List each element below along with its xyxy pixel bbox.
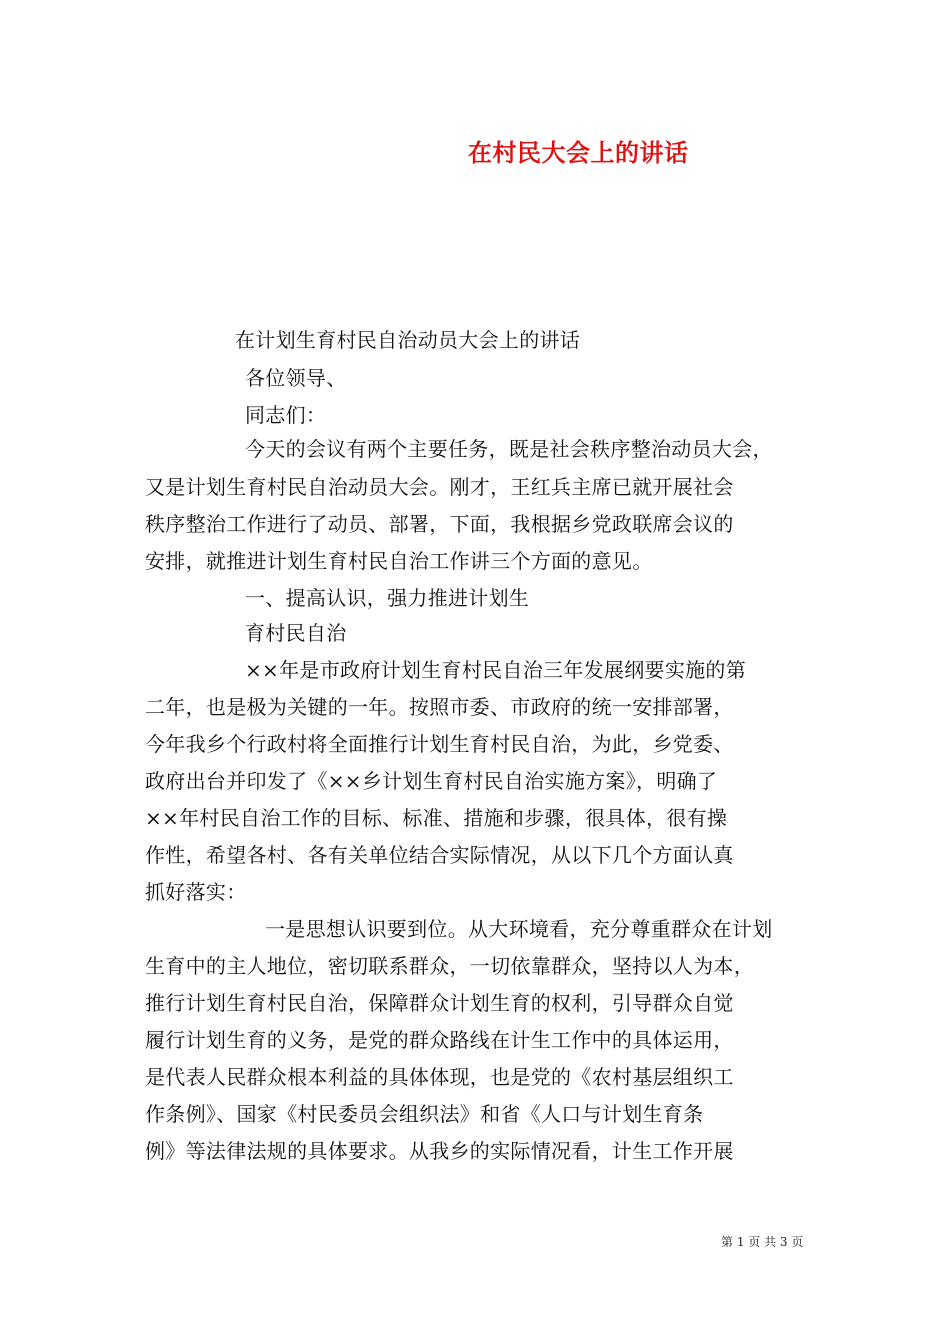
body-line: 抓好落实： bbox=[145, 880, 247, 904]
body-line: 二年，也是极为关键的一年。按照市委、市政府的统一安排部署， bbox=[145, 695, 734, 719]
body-line: ××年村民自治工作的目标、标准、措施和步骤，很具体，很有操 bbox=[145, 806, 728, 830]
body-line: 作性，希望各村、各有关单位结合实际情况，从以下几个方面认真 bbox=[145, 843, 734, 867]
body-line: 是代表人民群众根本利益的具体体现，也是党的《农村基层组织工 bbox=[145, 1065, 734, 1089]
body-line: 今天的会议有两个主要任务，既是社会秩序整治动员大会， bbox=[245, 437, 773, 461]
body-line: 推行计划生育村民自治，保障群众计划生育的权利，引导群众自觉 bbox=[145, 991, 734, 1015]
body-line: 安排，就推进计划生育村民自治工作讲三个方面的意见。 bbox=[145, 549, 653, 573]
body-line: 一是思想认识要到位。从大环境看，充分尊重群众在计划 bbox=[265, 917, 773, 941]
section-heading-line: 一、提高认识，强力推进计划生 bbox=[245, 586, 530, 610]
section-heading-line: 育村民自治 bbox=[245, 621, 347, 645]
body-line: 今年我乡个行政村将全面推行计划生育村民自治，为此，乡党委、 bbox=[145, 732, 734, 756]
body-line: 又是计划生育村民自治动员大会。刚才，王红兵主席已就开展社会 bbox=[145, 475, 734, 499]
body-line: 秩序整治工作进行了动员、部署，下面，我根据乡党政联席会议的 bbox=[145, 512, 734, 536]
body-line: 履行计划生育的义务，是党的群众路线在计生工作中的具体运用， bbox=[145, 1028, 734, 1052]
body-line: ××年是市政府计划生育村民自治三年发展纲要实施的第 bbox=[245, 658, 747, 682]
body-line: 政府出台并印发了《××乡计划生育村民自治实施方案》，明确了 bbox=[145, 769, 718, 793]
speech-title-line: 在计划生育村民自治动员大会上的讲话 bbox=[235, 328, 581, 352]
body-line: 作条例》、国家《村民委员会组织法》和省《人口与计划生育条 bbox=[145, 1102, 704, 1126]
document-title: 在村民大会上的讲话 bbox=[468, 138, 689, 167]
body-line: 同志们： bbox=[245, 403, 327, 427]
body-line: 生育中的主人地位，密切联系群众，一切依靠群众，坚持以人为本， bbox=[145, 954, 754, 978]
body-line: 例》等法律法规的具体要求。从我乡的实际情况看，计生工作开展 bbox=[145, 1139, 734, 1163]
page-footer: 第 1 页 共 3 页 bbox=[721, 1235, 804, 1249]
body-line: 各位领导、 bbox=[245, 366, 347, 390]
